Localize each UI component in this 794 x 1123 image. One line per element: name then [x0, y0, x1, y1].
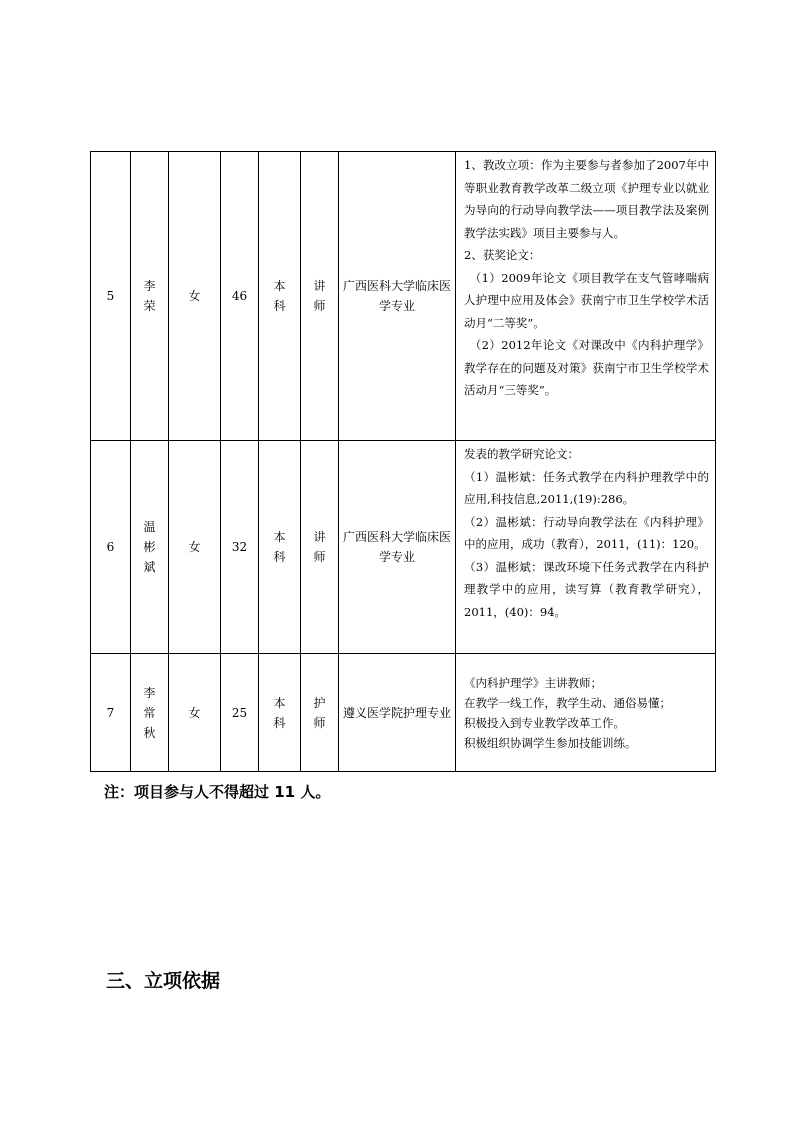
description-line: （2）温彬斌：行动导向教学法在《内科护理》中的应用，成功（教育），2011，(11)：120。 [464, 514, 709, 551]
description-line: （3）温彬斌：课改环境下任务式教学在内科护理教学中的应用，读写算（教育教学研究），2011，(40)：94。 [464, 559, 709, 619]
description-line: 发表的教学研究论文： [464, 447, 579, 461]
description-line: 《内科护理学》主讲教师； [464, 675, 602, 690]
member-gender: 女 [169, 654, 221, 772]
member-gender: 女 [169, 441, 221, 654]
section-heading: 三、立项依据 [106, 970, 221, 992]
member-description [456, 152, 716, 441]
member-school: 广西医科大学临床医学专业 [339, 441, 456, 654]
member-education: 本科 [259, 654, 301, 772]
description-line: 2、获奖论文： [464, 248, 541, 262]
member-education: 本科 [259, 152, 301, 441]
description-line: 在教学一线工作，教学生动、通俗易懂； [464, 695, 671, 710]
member-description [456, 441, 716, 654]
member-school: 广西医科大学临床医学专业 [339, 152, 456, 441]
participant-limit-note: 注：项目参与人不得超过 11 人。 [104, 783, 331, 801]
description-line: 1、教改立项：作为主要参与者参加了2007年中等职业教育教学改革二级立项《护理专业以就业为导向的行动导向教学法——项目教学法及案例教学法实践》项目主要参与人。 [464, 158, 709, 240]
member-no: 7 [91, 654, 131, 772]
member-age: 25 [221, 654, 259, 772]
table-row [91, 152, 716, 441]
description-line: 积极组织协调学生参加技能训练。 [464, 735, 637, 750]
member-description [456, 654, 716, 772]
member-school: 遵义医学院护理专业 [339, 654, 456, 772]
description-line: （1）温彬斌：任务式教学在内科护理教学中的应用,科技信息,2011,(19):286。 [464, 469, 709, 506]
table-row [91, 654, 716, 772]
members-table [90, 151, 716, 772]
member-name: 李常秋 [131, 654, 169, 772]
member-no: 6 [91, 441, 131, 654]
table-row [91, 441, 716, 654]
member-age: 32 [221, 441, 259, 654]
description-line: （1）2009年论文《项目教学在支气管哮喘病人护理中应用及体会》获南宁市卫生学校学术活动月“二等奖”。 [464, 270, 709, 330]
member-education: 本科 [259, 441, 301, 654]
member-gender: 女 [169, 152, 221, 441]
member-title: 讲师 [301, 152, 339, 441]
member-name: 温彬斌 [131, 441, 169, 654]
member-name: 李荣 [131, 152, 169, 441]
member-age: 46 [221, 152, 259, 441]
member-title: 讲师 [301, 441, 339, 654]
member-title: 护师 [301, 654, 339, 772]
member-no: 5 [91, 152, 131, 441]
description-line: 积极投入到专业教学改革工作。 [464, 715, 625, 730]
description-line: （2）2012年论文《对课改中《内科护理学》教学存在的问题及对策》获南宁市卫生学校学术活动月“三等奖”。 [464, 338, 709, 397]
